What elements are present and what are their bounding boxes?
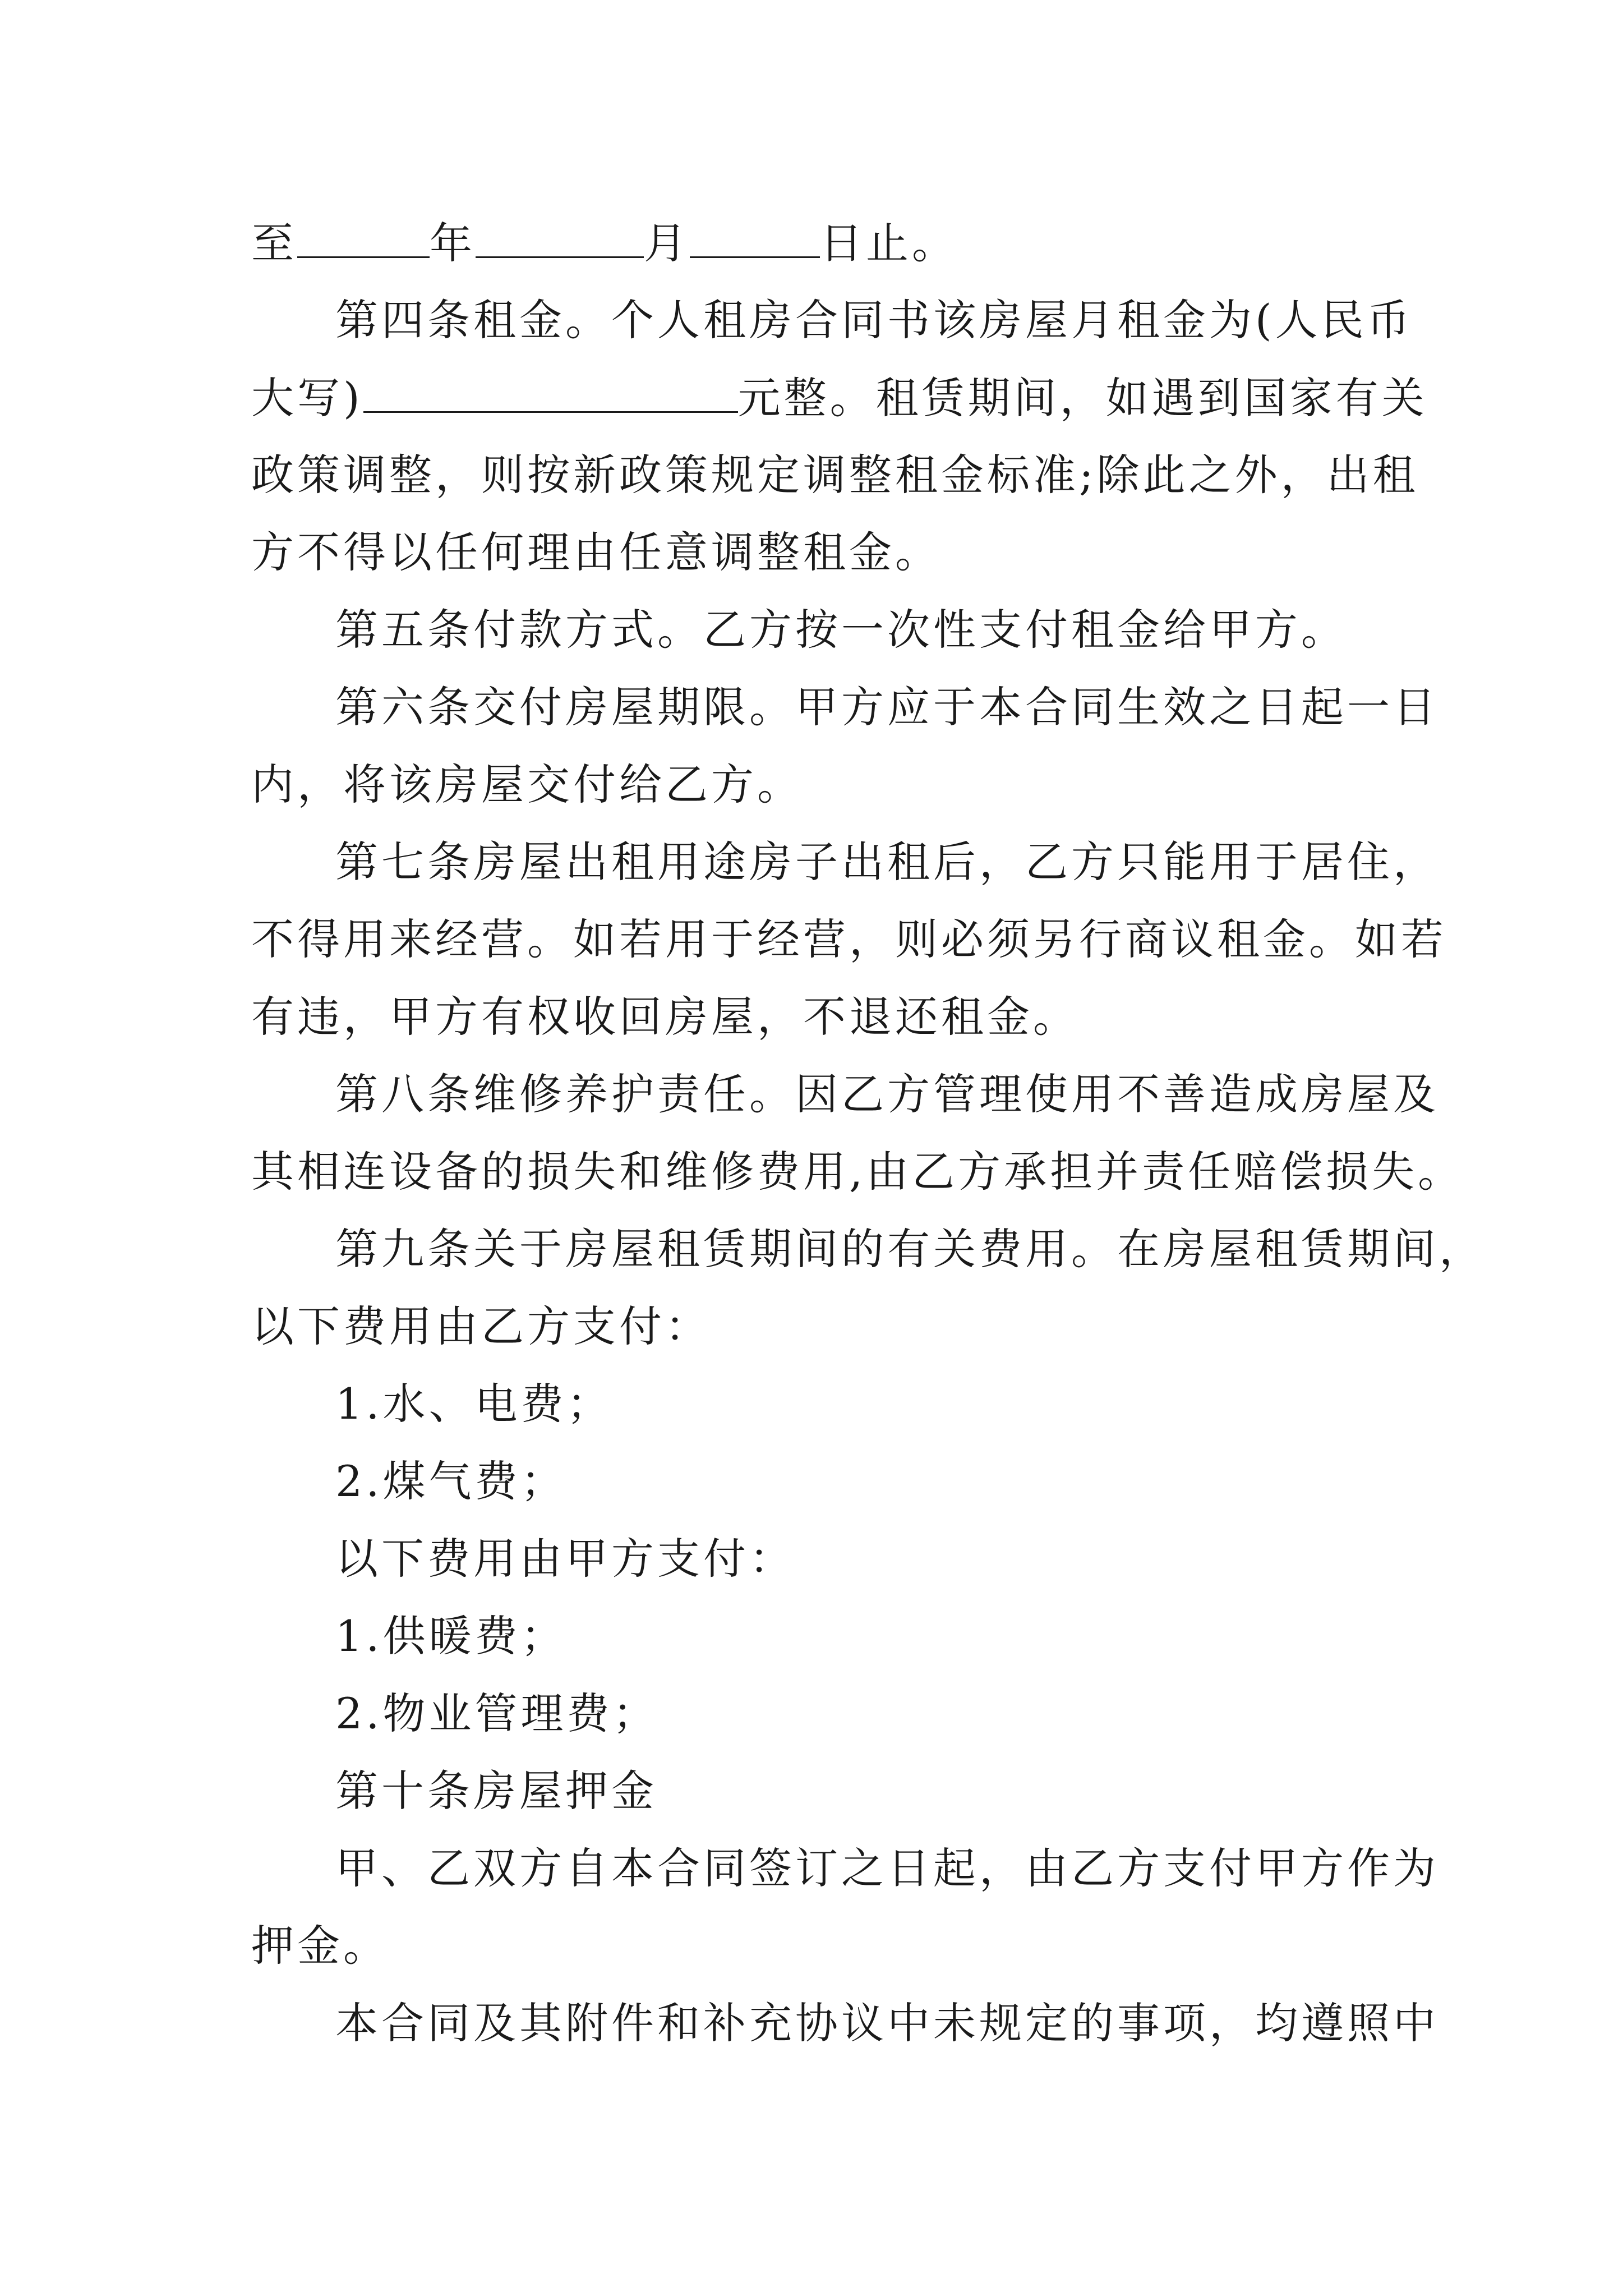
list-item: 2.物业管理费； (335, 1688, 659, 1738)
paragraph-line: 第六条交付房屋期限。甲方应于本合同生效之日起一日 (335, 682, 1439, 732)
list-item: 1.水、电费； (335, 1379, 613, 1429)
paragraph-line: 不得用来经营。如若用于经营，则必须另行商议租金。如若 (251, 914, 1447, 964)
month-label: 月 (644, 218, 690, 268)
rent-amount-prefix: 大写) (251, 373, 363, 423)
paragraph-line: 第七条房屋出租用途房子出租后，乙方只能用于居住， (335, 837, 1439, 887)
paragraph-line: 其相连设备的损失和维修费用,由乙方承担并责任赔偿损失。 (251, 1147, 1464, 1197)
rent-amount-suffix: 元整。租赁期间，如遇到国家有关 (737, 373, 1428, 423)
rent-amount-blank (363, 376, 738, 413)
paragraph-line: 政策调整，则按新政策规定调整租金标准;除此之外，出租 (251, 450, 1419, 500)
paragraph-line: 有违，甲方有权收回房屋，不退还租金。 (251, 992, 1079, 1042)
paragraph-line: 第五条付款方式。乙方按一次性支付租金给甲方。 (335, 605, 1347, 655)
paragraph-line: 方不得以任何理由任意调整租金。 (251, 527, 941, 577)
paragraph-line: 第八条维修养护责任。因乙方管理使用不善造成房屋及 (335, 1069, 1439, 1119)
paragraph-line: 以下费用由乙方支付： (251, 1301, 711, 1351)
month-blank (476, 222, 644, 258)
paragraph-line: 押金。 (251, 1921, 389, 1971)
paragraph-line: 第四条租金。个人租房合同书该房屋月租金为(人民币 (335, 295, 1413, 345)
paragraph-line: 以下费用由甲方支付： (335, 1534, 795, 1584)
year-blank (297, 222, 430, 258)
section-heading: 第十条房屋押金 (335, 1766, 657, 1816)
rent-amount-line (251, 373, 1428, 423)
list-item: 1.供暖费； (335, 1611, 567, 1661)
paragraph-line: 本合同及其附件和补充协议中未规定的事项，均遵照中 (335, 1998, 1439, 2048)
paragraph-line: 内，将该房屋交付给乙方。 (251, 760, 803, 809)
term-end-prefix: 至 (251, 218, 297, 268)
day-blank (690, 222, 820, 258)
day-label: 日止。 (820, 218, 958, 268)
list-item: 2.煤气费； (335, 1456, 567, 1506)
paragraph-line: 甲、乙双方自本合同签订之日起，由乙方支付甲方作为 (335, 1843, 1439, 1893)
year-label: 年 (430, 218, 476, 268)
paragraph-line: 第九条关于房屋租赁期间的有关费用。在房屋租赁期间， (335, 1224, 1485, 1274)
term-end-date-line (251, 218, 958, 268)
